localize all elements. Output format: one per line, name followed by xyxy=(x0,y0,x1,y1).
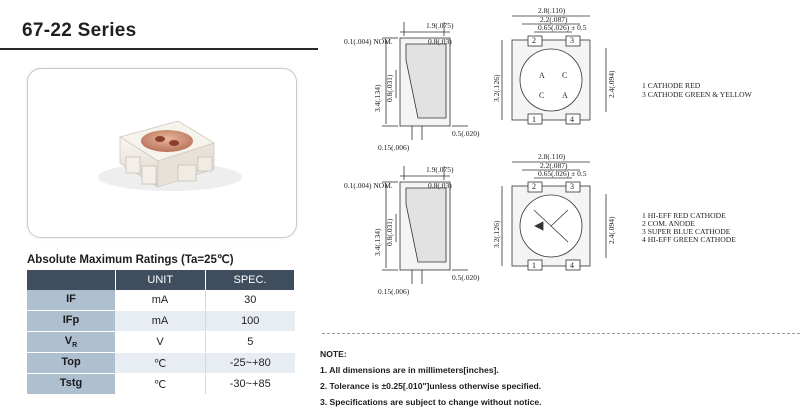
dim-lead: 0.8(.03) xyxy=(428,37,452,46)
dim-top-h: 3.2(.126) xyxy=(492,220,501,248)
param-column-header xyxy=(27,270,115,290)
pin-label: 3 xyxy=(570,36,574,45)
spec-cell: -30~+85 xyxy=(206,374,295,395)
dim-inner: 0.8(.031) xyxy=(385,74,394,102)
param-cell: IFp xyxy=(27,311,115,332)
side-view-bottom xyxy=(382,166,468,284)
lead-mark: C xyxy=(562,71,568,80)
dim-lead: 0.8(.03) xyxy=(428,181,452,190)
series-title: 67-22 Series xyxy=(22,20,137,41)
lead-mark: A xyxy=(562,91,568,100)
table-row xyxy=(27,311,295,332)
notes-heading: NOTE: xyxy=(320,349,347,359)
unit-cell: mA xyxy=(115,311,206,332)
dim-width: 1.9(.075) xyxy=(426,165,454,174)
title-divider xyxy=(0,48,318,50)
table-row xyxy=(27,353,295,374)
led-photo xyxy=(28,69,296,237)
led-photo-card xyxy=(27,68,297,238)
ratings-table xyxy=(27,270,295,395)
unit-cell: V xyxy=(115,332,206,353)
dim-height: 3.4(.134) xyxy=(373,84,382,112)
lead-mark: C xyxy=(539,91,545,100)
pin-label: 2 xyxy=(532,182,536,191)
param-cell: $V_R$ xyxy=(27,332,115,353)
top-view-bottom xyxy=(502,162,606,270)
dim-foot: 0.5(.020) xyxy=(452,273,480,282)
dim-foot: 0.5(.020) xyxy=(452,129,480,138)
pin-label: 4 xyxy=(570,261,574,270)
drawing-canvas xyxy=(322,0,800,335)
table-row xyxy=(27,332,295,353)
dimension-drawings xyxy=(322,0,800,335)
legend-item: 1 CATHODE RED xyxy=(642,81,701,90)
dim-gap: 0.15(.006) xyxy=(378,143,410,152)
dim-top-w3: 0.65(.026) ± 0.5 xyxy=(538,23,587,32)
legend-item: 3 CATHODE GREEN & YELLOW xyxy=(642,90,752,99)
ratings-header-row xyxy=(27,270,295,290)
note-item: 2. Tolerance is ±0.25[.010"]unless otherwise specified. xyxy=(320,381,542,391)
legend-item: 4 HI-EFF GREEN CATHODE xyxy=(642,235,736,244)
lead-mark: A xyxy=(539,71,545,80)
unit-cell: ℃ xyxy=(115,374,206,395)
spec-cell: 30 xyxy=(206,290,295,311)
notes xyxy=(320,346,542,410)
legend-item: 1 HI-EFF RED CATHODE xyxy=(642,211,726,220)
pin-label: 1 xyxy=(532,115,536,124)
unit-column-header: UNIT xyxy=(115,270,206,290)
dim-height: 3.4(.134) xyxy=(373,228,382,256)
dim-top-h2: 2.4(.094) xyxy=(607,70,616,98)
spec-cell: 100 xyxy=(206,311,295,332)
dim-width: 1.9(.075) xyxy=(426,21,454,30)
legend-item: 3 SUPER BLUE CATHODE xyxy=(642,227,731,236)
pin-label: 3 xyxy=(570,182,574,191)
spec-column-header: SPEC. xyxy=(206,270,295,290)
legend-item: 2 COM. ANODE xyxy=(642,219,695,228)
pin-label: 2 xyxy=(532,36,536,45)
dim-nom: 0.1(.004) NOM. xyxy=(344,181,393,190)
spec-cell: 5 xyxy=(206,332,295,353)
spec-cell: -25~+80 xyxy=(206,353,295,374)
note-item: 1. All dimensions are in millimeters[inches]. xyxy=(320,365,499,375)
dim-top-w2: 2.2(.087) xyxy=(540,161,568,170)
dim-nom: 0.1(.004) NOM. xyxy=(344,37,393,46)
param-cell: Top xyxy=(27,353,115,374)
side-view-top xyxy=(382,22,468,140)
notes-divider xyxy=(322,333,800,334)
table-row xyxy=(27,374,295,395)
dim-top-h2: 2.4(.094) xyxy=(607,216,616,244)
dim-top-w1: 2.8(.110) xyxy=(538,152,566,161)
param-cell: Tstg xyxy=(27,374,115,395)
unit-cell: mA xyxy=(115,290,206,311)
dim-top-w2: 2.2(.087) xyxy=(540,15,568,24)
dim-inner: 0.8(.031) xyxy=(385,218,394,246)
pin-label: 1 xyxy=(532,261,536,270)
dim-top-h: 3.2(.126) xyxy=(492,74,501,102)
unit-cell: ℃ xyxy=(115,353,206,374)
pin-label: 4 xyxy=(570,115,574,124)
dim-gap: 0.15(.006) xyxy=(378,287,410,296)
dim-top-w3: 0.65(.026) ± 0.5 xyxy=(538,169,587,178)
ratings-heading: Absolute Maximum Ratings (Ta=25℃) xyxy=(27,254,234,266)
note-item: 3. Specifications are subject to change without notice. xyxy=(320,397,542,407)
top-view-top xyxy=(502,16,606,124)
param-cell: IF xyxy=(27,290,115,311)
table-row xyxy=(27,290,295,311)
dim-top-w1: 2.8(.110) xyxy=(538,6,566,15)
